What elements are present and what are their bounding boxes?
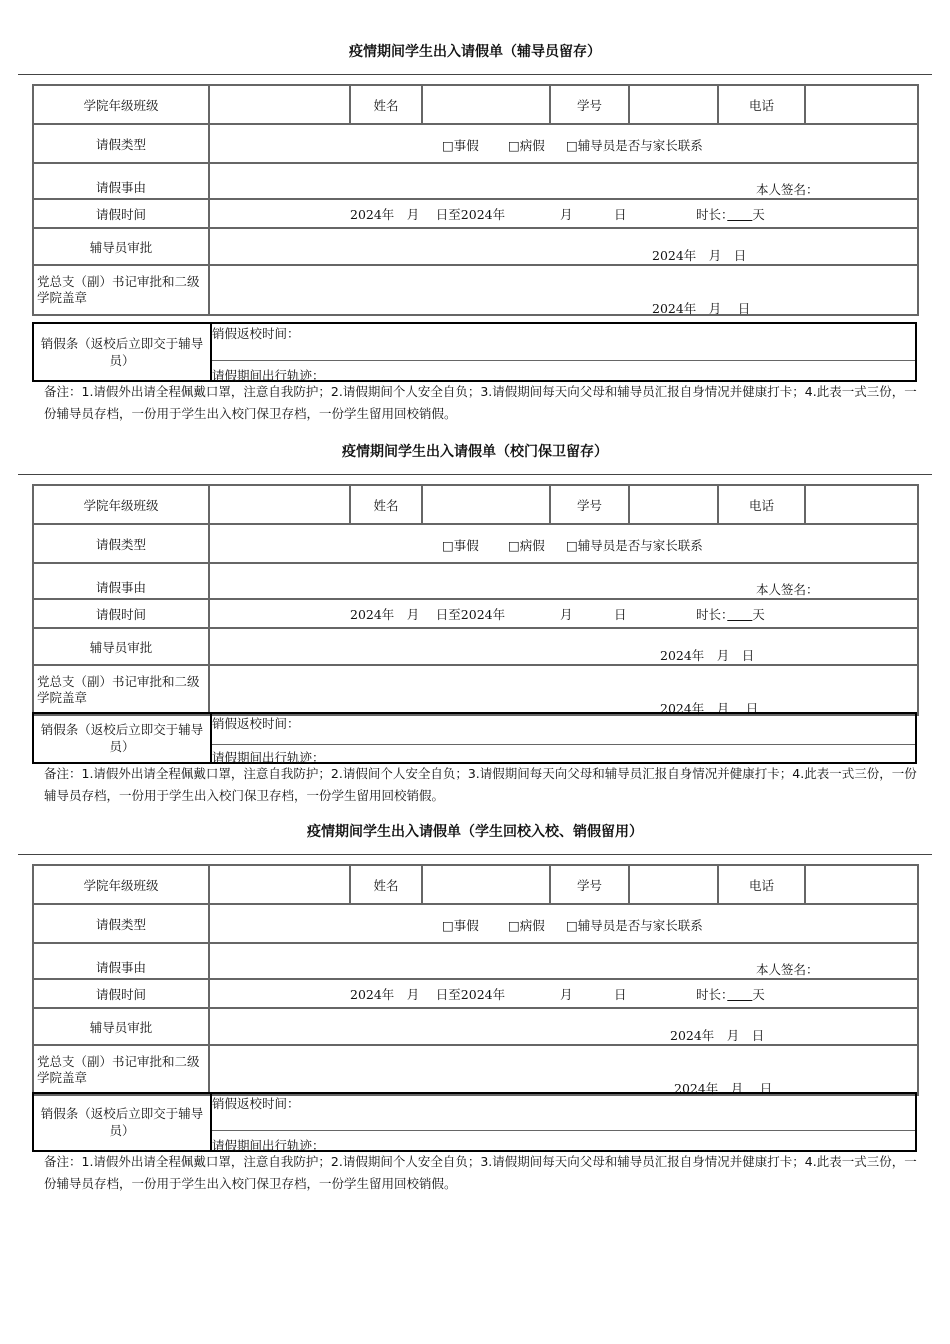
form-note: 备注：1.请假外出请全程佩戴口罩，注意自我防护；2.请假期间个人安全自负；3.请假期间每天向父母和辅导员汇报自身情况并健康打卡；4.此表一式三份，一份辅导员存档，一份用于学生出入校门保卫存档，一份学生留用回校销假。 <box>44 1154 917 1191</box>
time-from-text: 2024年 月 日至2024年 <box>350 987 506 1002</box>
duration-prefix: 时长： <box>696 207 728 222</box>
travel-track-field[interactable] <box>212 361 915 383</box>
student-id-label: 学号 <box>550 485 629 524</box>
cancel-slip-label: 销假条（返校后立即交于辅导员） <box>34 324 212 380</box>
reason-field[interactable] <box>209 943 918 979</box>
party-approval-label: 党总支（副）书记审批和二级学院盖章 <box>33 265 209 315</box>
party-approval-label: 党总支（副）书记审批和二级学院盖章 <box>33 665 209 715</box>
signature-label: 本人签名： <box>756 962 819 977</box>
leave-form-table <box>32 864 919 1096</box>
counselor-approval-label: 辅导员审批 <box>33 228 209 265</box>
leave-type-options <box>209 524 918 563</box>
college-label: 学院年级班级 <box>33 485 209 524</box>
signature-label: 本人签名： <box>756 182 819 197</box>
cancel-slip <box>32 322 917 382</box>
cancel-slip <box>32 712 917 764</box>
sick-leave-checkbox[interactable]: □病假 <box>508 538 545 553</box>
time-day-text: 日 <box>614 607 627 622</box>
student-id-field[interactable] <box>629 85 718 124</box>
college-label: 学院年级班级 <box>33 865 209 904</box>
time-day-text: 日 <box>614 987 627 1002</box>
sick-leave-checkbox[interactable]: □病假 <box>508 138 545 153</box>
leave-type-label: 请假类型 <box>33 904 209 943</box>
student-id-label: 学号 <box>550 85 629 124</box>
travel-track-label: 请假期间出行轨迹： <box>212 368 325 383</box>
college-field[interactable] <box>209 85 350 124</box>
reason-field[interactable] <box>209 563 918 599</box>
leave-time-label: 请假时间 <box>33 599 209 628</box>
party-approval-date: 2024年 月 日 <box>660 701 759 716</box>
leave-time-field[interactable] <box>209 599 918 628</box>
personal-leave-checkbox[interactable]: □事假 <box>442 918 479 933</box>
duration-blank <box>727 987 752 1002</box>
return-time-label: 销假返校时间： <box>212 716 300 731</box>
name-label: 姓名 <box>350 85 422 124</box>
cancel-slip-label: 销假条（返校后立即交于辅导员） <box>34 714 212 762</box>
counselor-approval-field[interactable] <box>209 628 918 665</box>
duration-prefix: 时长： <box>696 607 728 622</box>
college-field[interactable] <box>209 865 350 904</box>
personal-leave-checkbox[interactable]: □事假 <box>442 538 479 553</box>
time-from-text: 2024年 月 日至2024年 <box>350 607 506 622</box>
counselor-approval-date: 2024年 月 日 <box>652 248 747 263</box>
signature-label: 本人签名： <box>756 582 819 597</box>
time-month-text: 月 <box>560 607 573 622</box>
phone-field[interactable] <box>805 485 918 524</box>
name-label: 姓名 <box>350 485 422 524</box>
return-time-label: 销假返校时间： <box>212 326 300 341</box>
duration-text <box>696 605 765 623</box>
counselor-approval-label: 辅导员审批 <box>33 1008 209 1045</box>
name-field[interactable] <box>422 865 550 904</box>
form-note: 备注：1.请假外出请全程佩戴口罩，注意自我防护；2.请假间个人安全自负；3.请假期间每天向父母和辅导员汇报自身情况并健康打卡；4.此表一式三份，一份辅导员存档，一份用于学生出入校门保卫存档，一份学生留用回校销假。 <box>44 766 917 803</box>
leave-type-options <box>209 904 918 943</box>
leave-time-label: 请假时间 <box>33 199 209 228</box>
title-divider <box>18 854 932 855</box>
counselor-approval-date: 2024年 月 日 <box>670 1028 765 1043</box>
parent-contact-checkbox[interactable]: □辅导员是否与家长联系 <box>566 918 703 933</box>
duration-text <box>696 985 765 1003</box>
leave-time-field[interactable] <box>209 979 918 1008</box>
travel-track-label: 请假期间出行轨迹： <box>212 750 325 765</box>
phone-label: 电话 <box>718 865 805 904</box>
student-id-field[interactable] <box>629 485 718 524</box>
title-divider <box>18 74 932 75</box>
leave-type-label: 请假类型 <box>33 524 209 563</box>
leave-form-table <box>32 484 919 716</box>
college-field[interactable] <box>209 485 350 524</box>
duration-unit: 天 <box>752 987 765 1002</box>
duration-unit: 天 <box>752 607 765 622</box>
phone-label: 电话 <box>718 85 805 124</box>
student-id-label: 学号 <box>550 865 629 904</box>
time-day-text: 日 <box>614 207 627 222</box>
party-approval-date: 2024年 月 日 <box>674 1081 773 1096</box>
party-approval-label: 党总支（副）书记审批和二级学院盖章 <box>33 1045 209 1095</box>
phone-field[interactable] <box>805 865 918 904</box>
phone-field[interactable] <box>805 85 918 124</box>
student-id-field[interactable] <box>629 865 718 904</box>
travel-track-field[interactable] <box>212 1131 915 1153</box>
reason-label: 请假事由 <box>33 163 209 199</box>
leave-time-field[interactable] <box>209 199 918 228</box>
duration-text <box>696 205 765 223</box>
time-from-text: 2024年 月 日至2024年 <box>350 207 506 222</box>
name-label: 姓名 <box>350 865 422 904</box>
phone-label: 电话 <box>718 485 805 524</box>
name-field[interactable] <box>422 485 550 524</box>
return-time-field[interactable] <box>212 714 915 745</box>
cancel-slip <box>32 1092 917 1152</box>
counselor-approval-field[interactable] <box>209 1008 918 1045</box>
duration-prefix: 时长： <box>696 987 728 1002</box>
reason-label: 请假事由 <box>33 943 209 979</box>
reason-label: 请假事由 <box>33 563 209 599</box>
duration-blank <box>727 607 752 622</box>
form-note: 备注：1.请假外出请全程佩戴口罩，注意自我防护；2.请假期间个人安全自负；3.请假期间每天向父母和辅导员汇报自身情况并健康打卡；4.此表一式三份，一份辅导员存档，一份用于学生出入校门保卫存档，一份学生留用回校销假。 <box>44 384 917 421</box>
cancel-slip-label: 销假条（返校后立即交于辅导员） <box>34 1094 212 1150</box>
time-month-text: 月 <box>560 207 573 222</box>
name-field[interactable] <box>422 85 550 124</box>
reason-field[interactable] <box>209 163 918 199</box>
form-title: 疫情期间学生出入请假单（辅导员留存） <box>349 44 601 60</box>
leave-form-table <box>32 84 919 316</box>
duration-unit: 天 <box>752 207 765 222</box>
return-time-field[interactable] <box>212 1094 915 1131</box>
return-time-label: 销假返校时间： <box>212 1096 300 1111</box>
personal-leave-checkbox[interactable]: □事假 <box>442 138 479 153</box>
form-title: 疫情期间学生出入请假单（校门保卫留存） <box>342 444 608 460</box>
return-time-field[interactable] <box>212 324 915 361</box>
leave-time-label: 请假时间 <box>33 979 209 1008</box>
party-approval-date: 2024年 月 日 <box>652 301 751 316</box>
time-month-text: 月 <box>560 987 573 1002</box>
duration-blank <box>727 207 752 222</box>
counselor-approval-date: 2024年 月 日 <box>660 648 755 663</box>
sick-leave-checkbox[interactable]: □病假 <box>508 918 545 933</box>
leave-type-label: 请假类型 <box>33 124 209 163</box>
travel-track-label: 请假期间出行轨迹： <box>212 1138 325 1153</box>
leave-type-options <box>209 124 918 163</box>
counselor-approval-label: 辅导员审批 <box>33 628 209 665</box>
party-approval-field[interactable] <box>209 265 918 315</box>
travel-track-field[interactable] <box>212 745 915 765</box>
parent-contact-checkbox[interactable]: □辅导员是否与家长联系 <box>566 538 703 553</box>
parent-contact-checkbox[interactable]: □辅导员是否与家长联系 <box>566 138 703 153</box>
party-approval-field[interactable] <box>209 665 918 715</box>
counselor-approval-field[interactable] <box>209 228 918 265</box>
party-approval-field[interactable] <box>209 1045 918 1095</box>
title-divider <box>18 474 932 475</box>
form-title: 疫情期间学生出入请假单（学生回校入校、销假留用） <box>307 824 643 840</box>
college-label: 学院年级班级 <box>33 85 209 124</box>
